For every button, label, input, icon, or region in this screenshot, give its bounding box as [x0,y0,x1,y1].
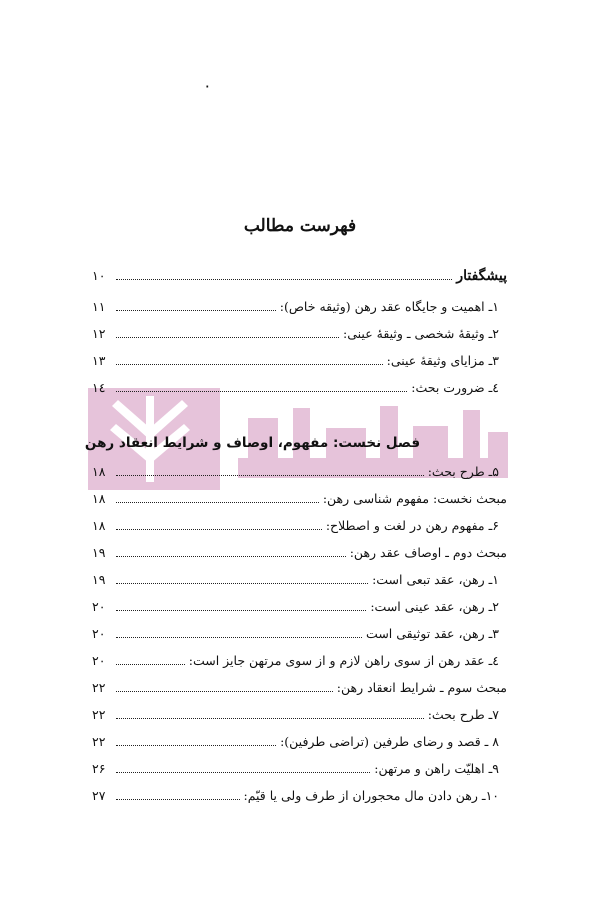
toc-row[interactable] [92,539,507,561]
toc-row[interactable] [92,782,499,804]
toc-row[interactable] [92,374,499,396]
toc-page-number: ۲۰ [92,599,106,614]
toc-entry-label: ۲ـ وثیقهٔ شخصی ـ وثیقهٔ عینی: [343,326,499,341]
page-mark: ۰ [203,76,212,95]
toc-page-number: ۱۰ [92,268,106,283]
toc-row[interactable] [92,620,499,642]
toc-row[interactable] [92,512,499,534]
toc-entry-label: ۸ ـ قصد و رضای طرفین (تراضی طرفین): [280,734,499,749]
dot-leader [116,278,452,280]
toc-row[interactable] [92,593,499,615]
toc-page-number: ۲۶ [92,761,106,776]
toc-row-preface[interactable] [92,262,507,284]
dot-leader [116,528,322,530]
toc-page-number: ۲۲ [92,707,106,722]
toc-row[interactable] [92,674,507,696]
dot-leader [116,609,366,611]
dot-leader [116,636,362,638]
toc-entry-label: ۱ـ اهمیت و جایگاه عقد رهن (وثیقه خاص): [279,299,499,314]
toc-row[interactable] [92,320,499,342]
toc-page-number: ۱۳ [92,353,106,368]
chapter-title: فصل نخست: مفهوم، اوصاف و شرایط انعقاد رهن [84,435,421,451]
toc-entry-label: ۹ـ اهلیّت راهن و مرتهن: [374,761,499,776]
toc-entry-label: ۳ـ مزایای وثیقهٔ عینی: [386,353,499,368]
toc-page-number: ۱۹ [92,545,106,560]
dot-leader [116,390,407,392]
dot-leader [116,555,346,557]
dot-leader [116,363,383,365]
toc-row[interactable] [92,485,507,507]
toc-page-number: ۱۸ [92,491,106,506]
dot-leader [116,582,368,584]
dot-leader [116,744,276,746]
toc-entry-label: مبحث نخست: مفهوم شناسی رهن: [322,491,507,506]
toc-row[interactable] [92,566,499,588]
dot-leader [116,474,424,476]
toc-row[interactable] [92,293,499,315]
dot-leader [116,690,333,692]
toc-entry-label: ۳ـ رهن، عقد توثیقی است [366,626,499,641]
dot-leader [116,663,185,665]
toc-entry-label: مبحث دوم ـ اوصاف عقد رهن: [349,545,507,560]
toc-entry-label: ۷ـ طرح بحث: [427,707,499,722]
toc-entry-label: مبحث سوم ـ شرایط انعقاد رهن: [336,680,507,695]
toc-entry-label: ۲ـ رهن، عقد عینی است: [370,599,499,614]
toc-row[interactable] [92,647,499,669]
toc-entry-label: ٤ـ عقد رهن از سوی راهن لازم و از سوی مرتهن جایز است: [188,653,499,668]
toc-page-number: ۲۰ [92,626,106,641]
dot-leader [116,771,370,773]
toc-entry-label: پیشگفتار [456,268,507,284]
toc-page-number: ۲۷ [92,788,106,803]
toc-page-number: ۲۰ [92,653,106,668]
dot-leader [116,501,319,503]
toc-row[interactable] [92,458,499,480]
dot-leader [116,309,276,311]
toc-entry-label: ۶ـ مفهوم رهن در لغت و اصطلاح: [325,518,499,533]
dot-leader [116,717,424,719]
toc-page-number: ۱۹ [92,572,106,587]
toc-row[interactable] [92,728,499,750]
toc-page-number: ۲۲ [92,680,106,695]
dot-leader [116,798,240,800]
toc-page-number: ۲۲ [92,734,106,749]
toc-row[interactable] [92,755,499,777]
toc-entry-label: ٤ـ ضرورت بحث: [411,380,499,395]
toc-entry-label: ۵ـ طرح بحث: [427,464,499,479]
toc-page-number: ۱۸ [92,518,106,533]
page-title: فهرست مطالب [243,216,357,236]
toc-page-number: ۱٤ [92,380,106,395]
dot-leader [116,336,339,338]
toc-entry-label: ۱۰ـ رهن دادن مال محجوران از طرف ولی یا قیّم: [243,788,499,803]
toc-row[interactable] [92,347,499,369]
toc-entry-label: ۱ـ رهن، عقد تبعی است: [372,572,499,587]
toc-page-number: ۱۲ [92,326,106,341]
toc-row[interactable] [92,701,499,723]
toc-page-number: ۱۸ [92,464,106,479]
toc-page-number: ۱۱ [92,299,106,314]
